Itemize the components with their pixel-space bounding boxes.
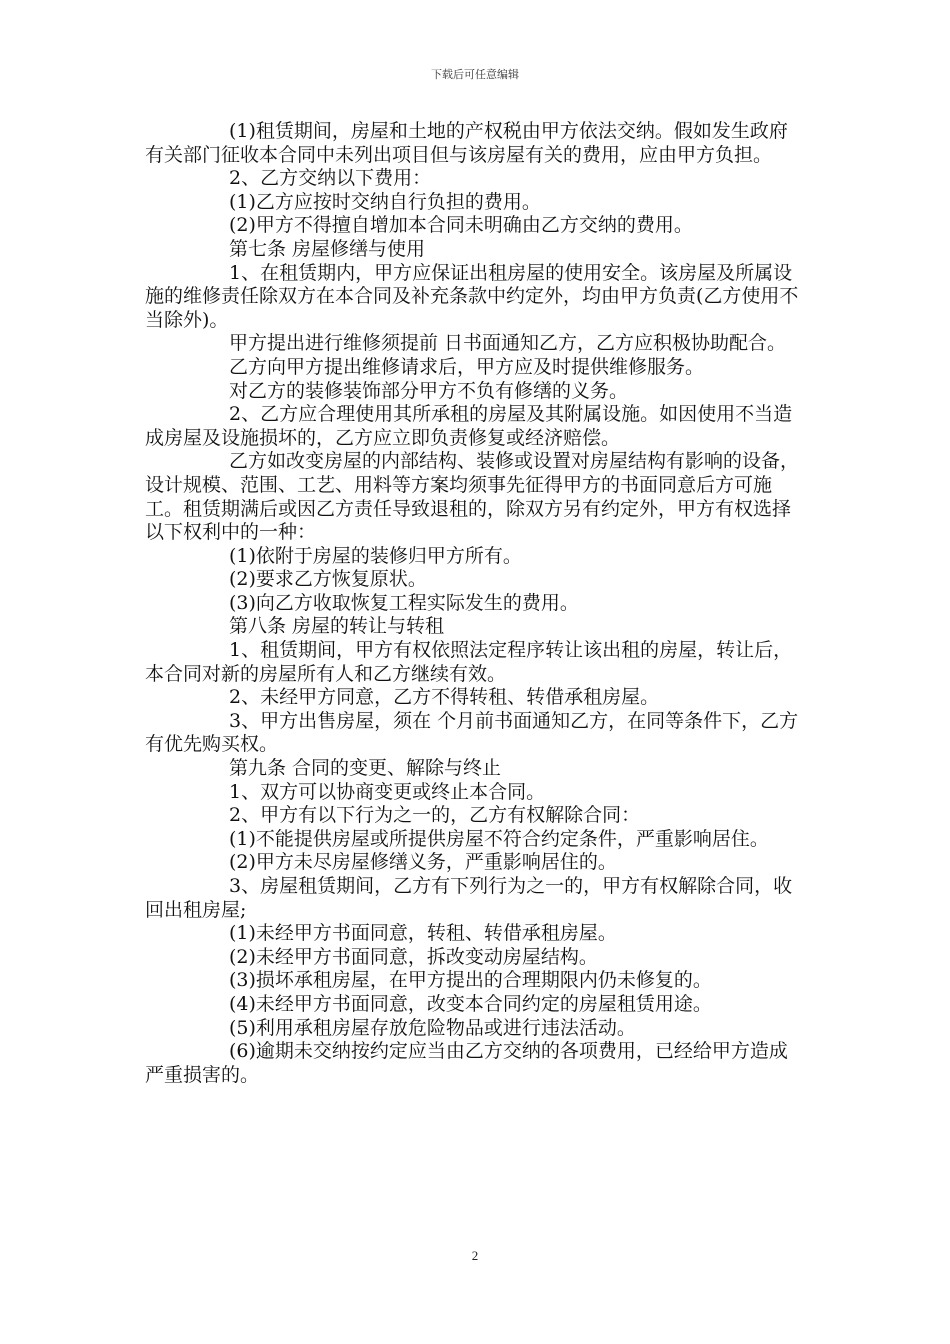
paragraph: 1、双方可以协商变更或终止本合同。 — [229, 780, 546, 803]
page-header: 下载后可任意编辑 — [431, 68, 519, 81]
paragraph: (1)未经甲方书面同意，转租、转借承租房屋。 — [229, 922, 617, 945]
paragraph: 乙方向甲方提出维修请求后，甲方应及时提供维修服务。 — [229, 355, 705, 378]
paragraph: (1)租赁期间，房屋和土地的产权税由甲方依法交纳。假如发生政府有关部门征收本合同中未列出项目但与该房屋有关的费用，应由甲方负担。 — [145, 120, 788, 166]
paragraph: (2)甲方不得擅自增加本合同未明确由乙方交纳的费用。 — [229, 214, 693, 237]
paragraph: (2)要求乙方恢复原状。 — [229, 568, 427, 591]
paragraph: 对乙方的装修装饰部分甲方不负有修缮的义务。 — [229, 379, 629, 402]
paragraph: 乙方如改变房屋的内部结构、装修或设置对房屋结构有影响的设备，设计规模、范围、工艺、用料等方案均须事先征得甲方的书面同意后方可施工。租赁期满后或因乙方责任导致退租的，除双方另有约定外，甲方有权选择以下权利中的一种： — [145, 450, 800, 544]
section-heading: 第九条 合同的变更、解除与终止 — [229, 757, 502, 780]
paragraph: (1)乙方应按时交纳自行负担的费用。 — [229, 190, 541, 213]
paragraph: 2、未经甲方同意，乙方不得转租、转借承租房屋。 — [229, 686, 660, 709]
paragraph: (3)损坏承租房屋，在甲方提出的合理期限内仍未修复的。 — [229, 969, 712, 992]
paragraph: (1)依附于房屋的装修归甲方所有。 — [229, 544, 522, 567]
paragraph: 2、甲方有以下行为之一的，乙方有权解除合同： — [229, 804, 641, 827]
paragraph: 1、租赁期间，甲方有权依照法定程序转让该出租的房屋，转让后，本合同对新的房屋所有人和乙方继续有效。 — [145, 639, 793, 685]
paragraph: (4)未经甲方书面同意，改变本合同约定的房屋租赁用途。 — [229, 992, 712, 1015]
paragraph: 1、在租赁期内，甲方应保证出租房屋的使用安全。该房屋及所属设施的维修责任除双方在本合同及补充条款中约定外，均由甲方负责(乙方使用不当除外)。 — [145, 261, 799, 331]
paragraph: (3)向乙方收取恢复工程实际发生的费用。 — [229, 591, 579, 614]
paragraph: (5)利用承租房屋存放危险物品或进行违法活动。 — [229, 1016, 636, 1039]
paragraph: 2、乙方应合理使用其所承租的房屋及其附属设施。如因使用不当造成房屋及设施损坏的，乙方应立即负责修复或经济赔偿。 — [145, 403, 793, 449]
paragraph: (2)未经甲方书面同意，拆改变动房屋结构。 — [229, 945, 598, 968]
paragraph: 2、乙方交纳以下费用： — [229, 167, 432, 190]
page-number: 2 — [471, 1248, 479, 1263]
paragraph: (2)甲方未尽房屋修缮义务，严重影响居住的。 — [229, 851, 617, 874]
document-body — [145, 120, 805, 1087]
paragraph: (6)逾期未交纳按约定应当由乙方交纳的各项费用，已经给甲方造成严重损害的。 — [145, 1040, 788, 1086]
section-heading: 第七条 房屋修缮与使用 — [229, 237, 426, 260]
paragraph: 3、房屋租赁期间，乙方有下列行为之一的，甲方有权解除合同，收回出租房屋; — [145, 875, 793, 921]
paragraph: 甲方提出进行维修须提前 日书面通知乙方，乙方应积极协助配合。 — [229, 332, 787, 355]
paragraph: 3、甲方出售房屋，须在 个月前书面通知乙方，在同等条件下，乙方有优先购买权。 — [145, 709, 799, 756]
paragraph: (1)不能提供房屋或所提供房屋不符合约定条件，严重影响居住。 — [229, 827, 769, 850]
section-heading: 第八条 房屋的转让与转租 — [229, 615, 445, 638]
